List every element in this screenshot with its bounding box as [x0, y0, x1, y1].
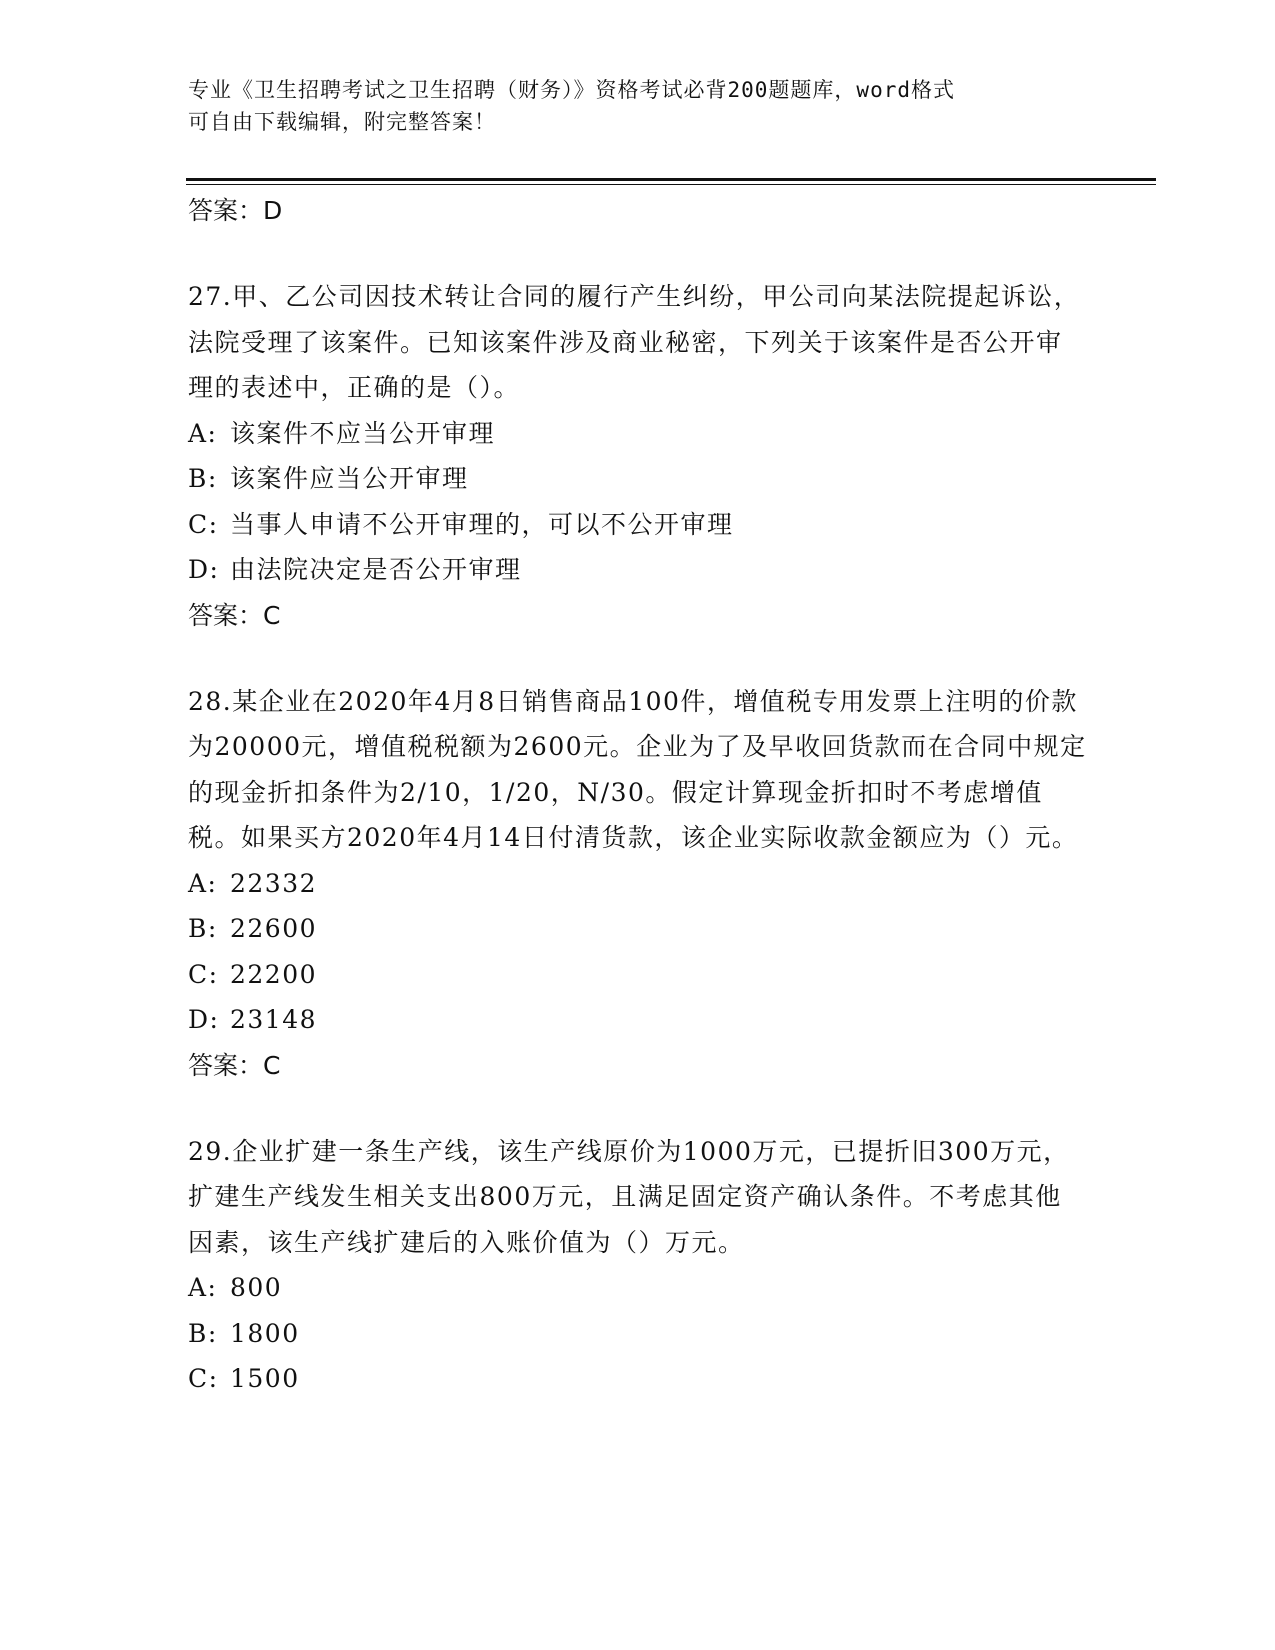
header-rule-thick [186, 178, 1156, 181]
option-label: B: [188, 914, 218, 943]
header-line-1: 专业《卫生招聘考试之卫生招聘（财务）》资格考试必背200题题库，word格式 [188, 78, 955, 102]
option-d [188, 547, 1088, 593]
option-b [188, 1311, 1088, 1357]
option-text: 22200 [230, 959, 318, 989]
question-27 [188, 274, 1088, 639]
option-text: 该案件不应当公开审理 [230, 418, 496, 448]
header-line-2: 可自由下载编辑，附完整答案！ [188, 110, 496, 134]
option-label: D: [188, 1005, 220, 1034]
option-text: 当事人申请不公开审理的，可以不公开审理 [230, 509, 734, 539]
option-text: 800 [230, 1273, 283, 1302]
option-label: B: [188, 1318, 218, 1348]
question-answer: 答案：C [188, 1050, 281, 1080]
option-label: D: [188, 555, 220, 584]
question-29 [188, 1129, 1088, 1402]
option-d [188, 997, 1088, 1043]
document-body [188, 188, 1088, 1402]
question-stem: 27.甲、乙公司因技术转让合同的履行产生纠纷，甲公司向某法院提起诉讼，法院受理了该案件。已知该案件涉及商业秘密，下列关于该案件是否公开审理的表述中，正确的是（）。 [188, 282, 1081, 402]
option-label: C: [188, 1364, 219, 1393]
option-text: 22332 [230, 868, 318, 898]
option-a [188, 411, 1088, 457]
option-c [188, 502, 1088, 548]
previous-answer: 答案：D [188, 196, 283, 225]
option-text: 1800 [230, 1318, 300, 1348]
option-text: 由法院决定是否公开审理 [230, 555, 522, 584]
option-text: 23148 [230, 1005, 318, 1034]
option-text: 1500 [230, 1364, 300, 1393]
option-a [188, 861, 1088, 907]
option-label: C: [188, 959, 219, 989]
question-28 [188, 679, 1088, 1089]
question-stem: 28.某企业在2020年4月8日销售商品100件，增值税专用发票上注明的价款为20000元，增值税税额为2600元。企业为了及早收回货款而在合同中规定的现金折扣条件为2/10，1/20，N/30。假定计算现金折扣时不考虑增值税。如果买方2020年4月14日付清货款，该企业实际收款金额应为（）元。 [188, 686, 1087, 852]
option-c [188, 1356, 1088, 1402]
option-b [188, 906, 1088, 952]
option-text: 22600 [230, 914, 318, 943]
option-label: A: [188, 1273, 218, 1302]
option-b [188, 456, 1088, 502]
option-a [188, 1265, 1088, 1311]
question-stem: 29.企业扩建一条生产线，该生产线原价为1000万元，已提折旧300万元，扩建生产线发生相关支出800万元，且满足固定资产确认条件。不考虑其他因素，该生产线扩建后的入账价值为（）万元。 [188, 1136, 1070, 1257]
option-label: C: [188, 509, 219, 539]
option-text: 该案件应当公开审理 [230, 464, 469, 493]
document-header [188, 74, 1068, 138]
option-label: B: [188, 464, 218, 493]
question-answer: 答案：C [188, 600, 281, 630]
option-c [188, 952, 1088, 998]
header-rule-thin [186, 184, 1156, 185]
option-label: A: [188, 868, 218, 898]
option-label: A: [188, 418, 218, 448]
